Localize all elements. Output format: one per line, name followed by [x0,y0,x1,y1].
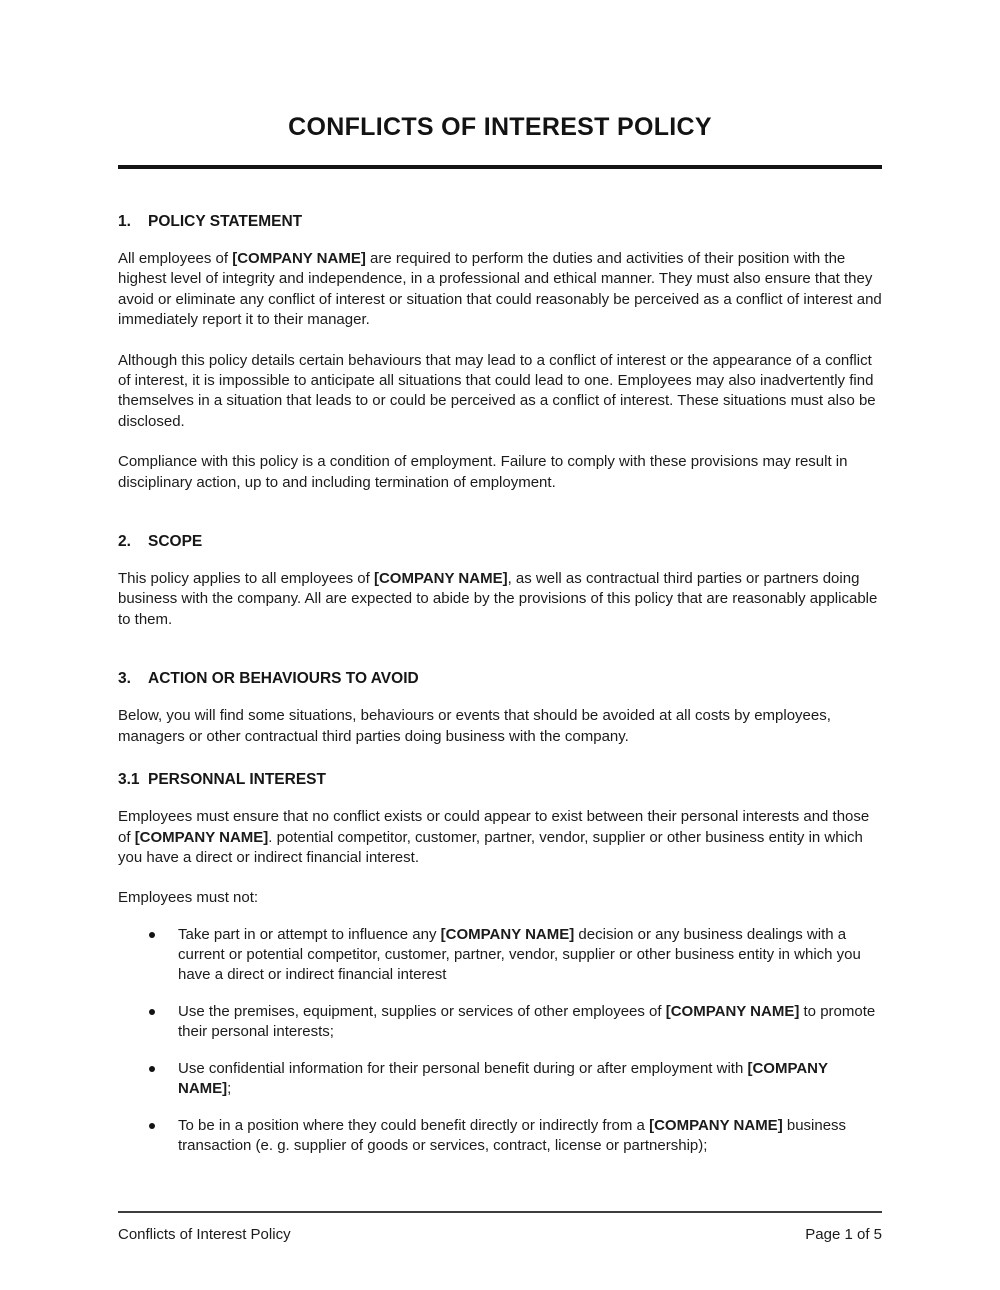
company-name-placeholder: [COMPANY NAME] [649,1116,783,1134]
bullet-item [118,1116,882,1156]
bullet-item [118,925,882,985]
text-segment: This policy applies to all employees of [118,570,374,588]
text-segment: All employees of [118,250,233,267]
section-2-heading [118,533,882,551]
company-name-placeholder: [COMPANY NAME] [232,250,366,267]
subsection-3-1-number: 3.1 [118,771,140,789]
text-segment: Use the premises, equipment, supplies or services of other employees of [178,1002,666,1020]
footer-document-name: Conflicts of Interest Policy [118,1226,291,1243]
section-1-heading-label: POLICY STATEMENT [148,213,303,230]
paragraph [118,249,882,331]
bullet-item [118,1059,882,1099]
section-actions-to-avoid [118,670,882,1155]
paragraph [118,807,882,868]
section-scope [118,533,882,630]
text-segment: decision or any business dealings with a current or potential competitor, customer, partner, vendor, supplier or other business entity in which you have a direct or indirect financial interest [178,925,861,983]
page-footer [118,1211,882,1244]
bullet-text [178,1060,828,1097]
company-name-placeholder: [COMPANY NAME] [440,925,575,943]
text-segment: business transaction (e. g. supplier of goods or services, contract, license or partnership); [178,1116,847,1154]
text-segment: Although this policy details certain behaviours that may lead to a conflict of interest or the appearance of a conflict of interest, it is impossible to anticipate all situations that could lead to one. Employees may also inadvertently find themselves in a situation that leads to or could be perceived as a conflict of interest. These situations must also be disclosed. [118,351,876,430]
text-segment: ; [227,1079,232,1097]
paragraph [118,888,882,908]
title-divider [118,165,882,169]
text-segment: Below, you will find some situations, behaviours or events that should be avoided at all costs by employees, managers or other contractual third parties doing business with the company. [118,707,831,745]
bullet-icon [149,1009,155,1015]
footer-divider [118,1211,882,1213]
footer-page-number: Page 1 of 5 [805,1226,882,1243]
bullet-icon [149,932,155,938]
text-segment: Use confidential information for their personal benefit during or after employment with [178,1059,748,1077]
document-title: CONFLICTS OF INTEREST POLICY [288,113,712,141]
bullet-text [178,1003,875,1040]
section-policy-statement [118,213,882,493]
section-2-heading-label: SCOPE [148,533,203,551]
company-name-placeholder: [COMPANY NAME] [178,1059,828,1097]
bullet-list [118,925,882,1156]
bullet-icon [149,1066,155,1072]
bullet-text [178,1117,846,1154]
text-segment: Employees must ensure that no conflict exists or could appear to exist between their personal interests and those of [118,808,870,846]
section-3-heading-label: ACTION OR BEHAVIOURS TO AVOID [148,670,419,688]
paragraph [118,351,882,433]
text-segment: Take part in or attempt to influence any [178,925,441,943]
subsection-3-1-heading-label: PERSONNAL INTEREST [148,771,326,789]
bullet-item [118,1002,882,1042]
section-1-heading [118,213,882,231]
company-name-placeholder: [COMPANY NAME] [665,1002,800,1020]
text-segment: Employees must not: [118,889,259,907]
text-segment: To be in a position where they could benefit directly or indirectly from a [178,1116,650,1134]
bullet-icon [149,1123,155,1129]
subsection-3-1-heading [118,771,882,789]
section-1-number: 1. [118,213,131,230]
section-3-number: 3. [118,670,131,688]
text-segment: , as well as contractual third parties or partners doing business with the company. All are expected to abide by the provisions of this policy that are reasonably applicable to them. [118,570,878,628]
bullet-text [178,926,861,983]
paragraph [118,569,882,630]
company-name-placeholder: [COMPANY NAME] [373,570,508,588]
footer-row [118,1226,882,1244]
text-segment: Compliance with this policy is a condition of employment. Failure to comply with these provisions may result in disciplinary action, up to and including termination of employment. [118,453,848,491]
section-2-number: 2. [118,533,131,551]
paragraph [118,452,882,493]
text-segment: are required to perform the duties and activities of their position with the highest level of integrity and independence, in a professional and ethical manner. They must also ensure that they avoid or eliminate any conflict of interest or situation that could reasonably be perceived as a conflict of interest and immediately report it to their manager. [118,250,882,329]
company-name-placeholder: [COMPANY NAME] [134,828,269,846]
text-segment: . potential competitor, customer, partner, vendor, supplier or other business entity in which you have a direct or indirect financial interest. [118,828,863,866]
text-segment: to promote their personal interests; [178,1002,876,1040]
section-3-heading [118,670,882,688]
paragraph [118,706,882,747]
